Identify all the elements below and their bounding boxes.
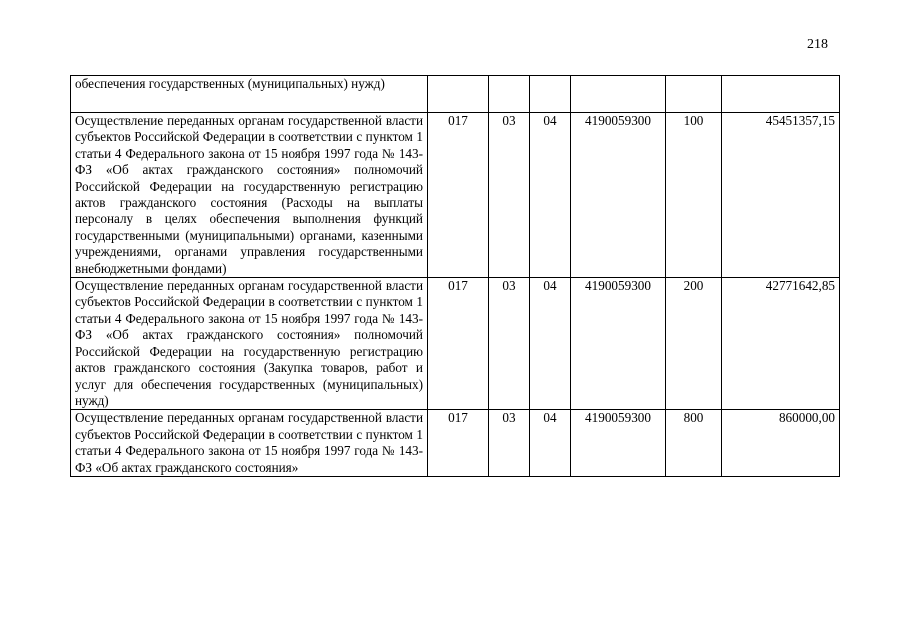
row-description: Осуществление переданных органам государственной власти субъектов Российской Федерации в соответствии с пунктом 1 статьи 4 Федерального закона от 15 ноября 1997 года № 143-ФЗ «Об актах гражданского состояния» — [71, 410, 428, 477]
amount: 860000,00 — [722, 410, 840, 477]
expense-type-code: 800 — [666, 410, 722, 477]
subsection-code — [530, 76, 571, 113]
expense-type-code: 200 — [666, 278, 722, 410]
target-code — [571, 76, 666, 113]
target-code: 4190059300 — [571, 410, 666, 477]
section-code: 03 — [489, 113, 530, 278]
section-code: 03 — [489, 410, 530, 477]
row-description: Осуществление переданных органам государственной власти субъектов Российской Федерации в соответствии с пунктом 1 статьи 4 Федерального закона от 15 ноября 1997 года № 143-ФЗ «Об актах гражданского состояния» полномочий Российской Федерации на государственную регистрацию актов гражданского состояния (Закупка товаров, работ и услуг для обеспечения государственных (муниципальных) нужд) — [71, 278, 428, 410]
budget-table — [70, 75, 840, 477]
table-row — [71, 410, 840, 477]
expense-type-code: 100 — [666, 113, 722, 278]
ministry-code: 017 — [428, 278, 489, 410]
row-description: обеспечения государственных (муниципальных) нужд) — [71, 76, 428, 113]
subsection-code: 04 — [530, 113, 571, 278]
amount — [722, 76, 840, 113]
table-row — [71, 76, 840, 113]
section-code — [489, 76, 530, 113]
target-code: 4190059300 — [571, 278, 666, 410]
expense-type-code — [666, 76, 722, 113]
page-number: 218 — [807, 37, 828, 52]
section-code: 03 — [489, 278, 530, 410]
subsection-code: 04 — [530, 278, 571, 410]
amount: 42771642,85 — [722, 278, 840, 410]
amount: 45451357,15 — [722, 113, 840, 278]
row-description: Осуществление переданных органам государственной власти субъектов Российской Федерации в соответствии с пунктом 1 статьи 4 Федерального закона от 15 ноября 1997 года № 143-ФЗ «Об актах гражданского состояния» полномочий Российской Федерации на государственную регистрацию актов гражданского состояния (Расходы на выплаты персоналу в целях обеспечения выполнения функций государственными (муниципальными) органами, казенными учреждениями, органами управления государственными внебюджетными фондами) — [71, 113, 428, 278]
ministry-code: 017 — [428, 113, 489, 278]
table-row — [71, 278, 840, 410]
table-row — [71, 113, 840, 278]
ministry-code: 017 — [428, 410, 489, 477]
ministry-code — [428, 76, 489, 113]
target-code: 4190059300 — [571, 113, 666, 278]
subsection-code: 04 — [530, 410, 571, 477]
